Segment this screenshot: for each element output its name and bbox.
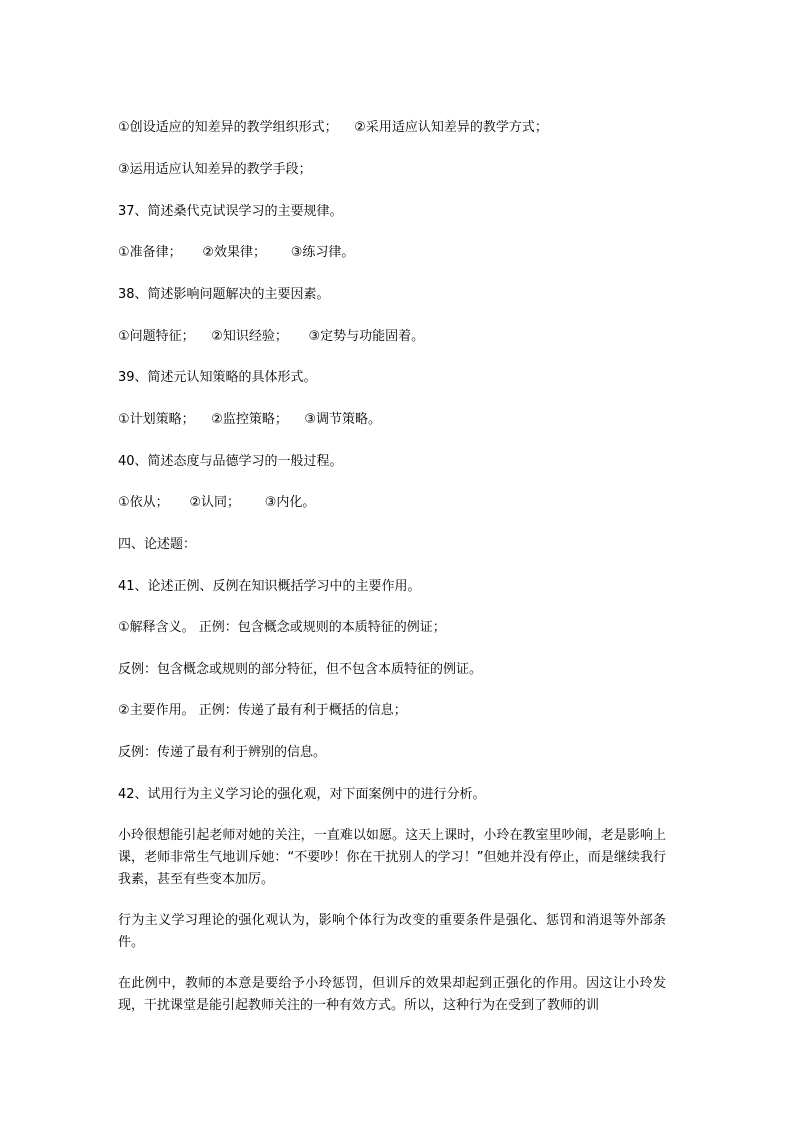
answer-38: ①问题特征； ②知识经验； ③定势与功能固着。 [118,329,425,344]
question-37: 37、简述桑代克试误学习的主要规律。 [118,204,343,219]
answer-39: ①计划策略； ②监控策略； ③调节策略。 [118,412,382,427]
section-heading: 四、论述题： [118,537,197,552]
answer-36-item-3: ③运用适应认知差异的教学手段； [118,162,312,177]
analysis-paragraph: 在此例中，教师的本意是要给予小玲惩罚，但训斥的效果却起到正强化的作用。因这让小玲发现，干扰课堂是能引起教师关注的一种有效方式。所以，这种行为在受到了教师的训 [118,976,666,1013]
answer-40: ①依从； ②认同； ③内化。 [118,495,316,510]
answer-41-role-positive: ②主要作用。 正例：传递了最有利于概括的信息； [118,703,407,718]
answer-36-items-1-2: ①创设适应的知差异的教学组织形式； ②采用适应认知差异的教学方式； [118,120,548,135]
question-38: 38、简述影响问题解决的主要因素。 [118,287,330,302]
question-41: 41、论述正例、反例在知识概括学习中的主要作用。 [118,579,421,594]
answer-41-meaning-positive: ①解释含义。 正例：包含概念或规则的本质特征的例证； [118,620,446,635]
question-39: 39、简述元认知策略的具体形式。 [118,370,317,385]
question-42: 42、试用行为主义学习论的强化观，对下面案例中的进行分析。 [118,787,486,802]
theory-paragraph: 行为主义学习理论的强化观认为，影响个体行为改变的重要条件是强化、惩罚和消退等外部条件。 [118,913,666,950]
question-40: 40、简述态度与品德学习的一般过程。 [118,454,343,469]
answer-37: ①准备律； ②效果律； ③练习律。 [118,245,355,260]
answer-41-role-negative: 反例：传递了最有利于辨别的信息。 [118,745,327,760]
case-paragraph: 小玲很想能引起老师对她的关注，一直难以如愿。这天上课时，小玲在教室里吵闹，老是影响上课，老师非常生气地训斥她：“不要吵！你在干扰别人的学习！”但她并没有停止，而是继续我行我素，甚至有些变本加厉。 [118,828,666,887]
answer-41-meaning-negative: 反例：包含概念或规则的部分特征，但不包含本质特征的例证。 [118,662,483,677]
